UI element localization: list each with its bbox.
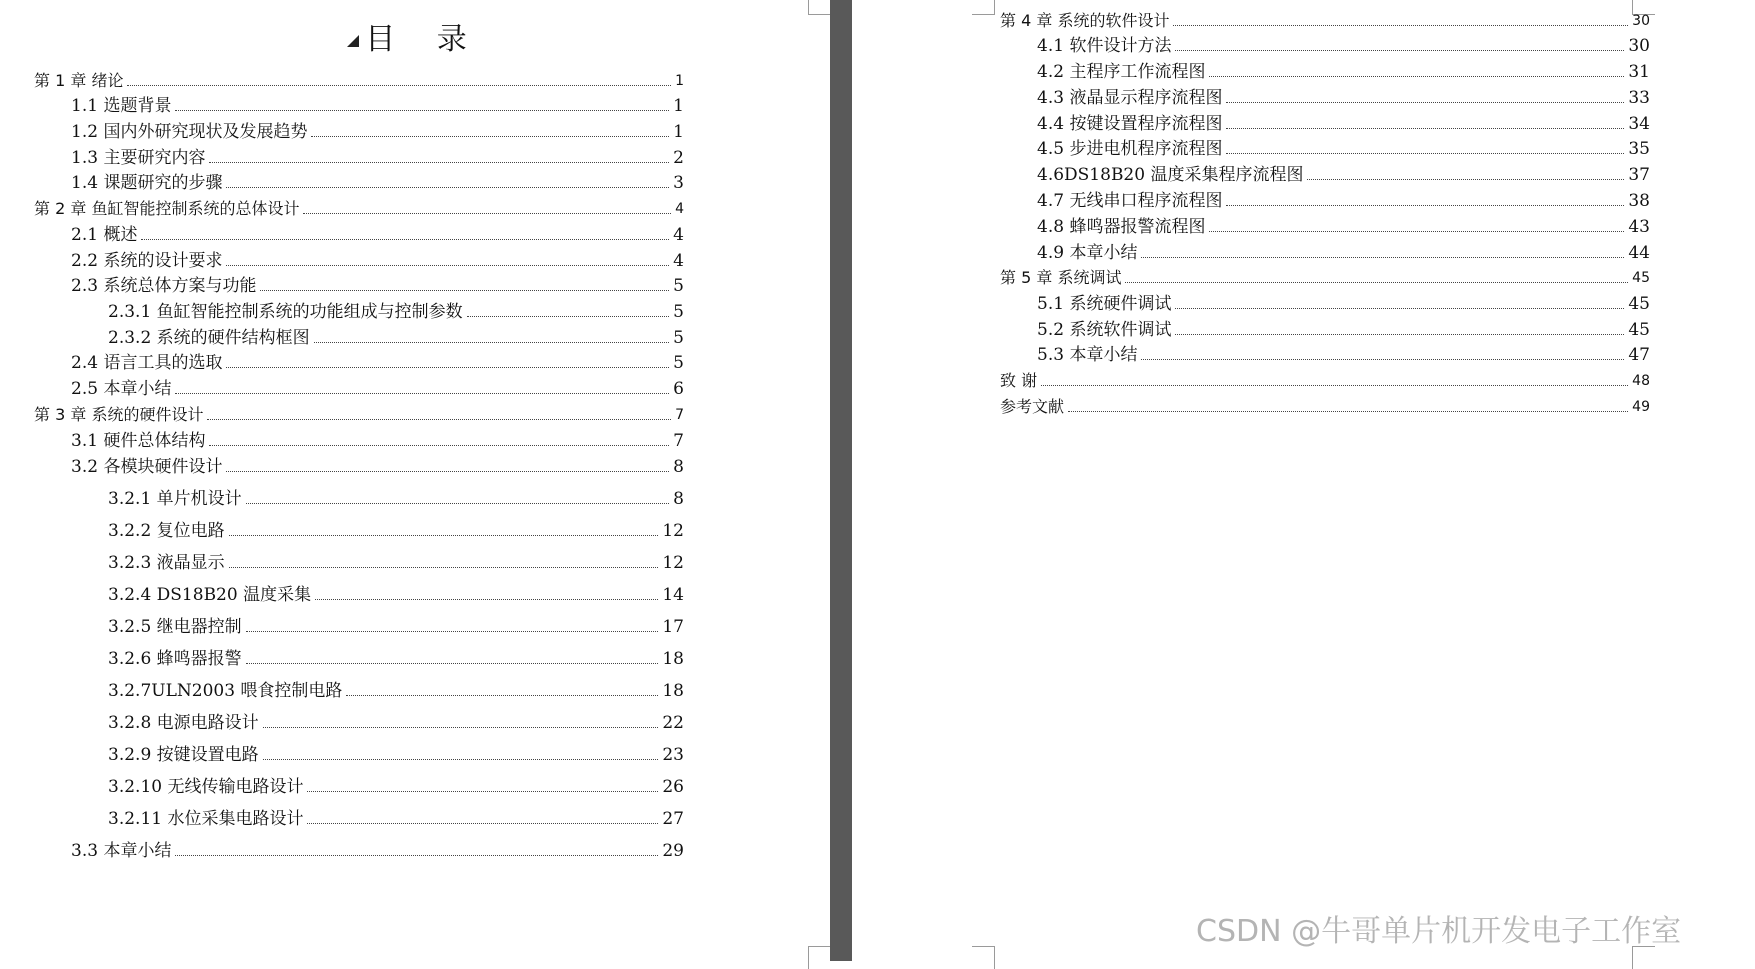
toc-page-number: 5 bbox=[673, 353, 684, 373]
toc-entry-label: 1.4 课题研究的步骤 bbox=[71, 173, 223, 193]
toc-entry[interactable] bbox=[1000, 6, 1650, 32]
dot-leader bbox=[1141, 359, 1624, 360]
toc-entry[interactable] bbox=[34, 91, 684, 117]
toc-entry[interactable] bbox=[1000, 31, 1650, 57]
toc-entry[interactable] bbox=[1000, 160, 1650, 186]
dot-leader bbox=[467, 316, 670, 317]
toc-page-number: 18 bbox=[662, 681, 684, 701]
toc-entry-label: 1.2 国内外研究现状及发展趋势 bbox=[71, 122, 308, 142]
toc-entry[interactable] bbox=[34, 612, 684, 638]
toc-page-number: 8 bbox=[673, 489, 684, 509]
toc-entry-label: 第 4 章 系统的软件设计 bbox=[1000, 11, 1170, 30]
dot-leader bbox=[246, 631, 659, 632]
toc-page-number: 12 bbox=[662, 553, 684, 573]
dot-leader bbox=[175, 393, 669, 394]
toc-entry-label: 5.3 本章小结 bbox=[1037, 345, 1138, 365]
toc-entry-label: 第 3 章 系统的硬件设计 bbox=[34, 405, 204, 424]
dot-leader bbox=[263, 759, 659, 760]
dot-leader bbox=[1125, 282, 1628, 283]
toc-page-number: 49 bbox=[1632, 399, 1650, 415]
dot-leader bbox=[226, 187, 669, 188]
page-corner-mark bbox=[808, 946, 831, 969]
toc-entry-label: 2.3.1 鱼缸智能控制系统的功能组成与控制参数 bbox=[108, 302, 463, 322]
dot-leader bbox=[311, 136, 669, 137]
dot-leader bbox=[1068, 411, 1628, 412]
dot-leader bbox=[1209, 231, 1624, 232]
toc-entry[interactable] bbox=[34, 580, 684, 606]
toc-page-number: 1 bbox=[675, 73, 684, 89]
toc-entry-label: 3.3 本章小结 bbox=[71, 841, 172, 861]
toc-entry[interactable] bbox=[34, 708, 684, 734]
dot-leader bbox=[260, 290, 669, 291]
dot-leader bbox=[303, 213, 671, 214]
toc-entry[interactable] bbox=[34, 676, 684, 702]
toc-entry[interactable] bbox=[1000, 134, 1650, 160]
toc-entry[interactable] bbox=[34, 644, 684, 670]
toc-page-number: 45 bbox=[1632, 270, 1650, 286]
toc-page-number: 27 bbox=[662, 809, 684, 829]
toc-entry-label: 4.7 无线串口程序流程图 bbox=[1037, 191, 1223, 211]
toc-page-number: 5 bbox=[673, 328, 684, 348]
toc-page-number: 30 bbox=[1632, 13, 1650, 29]
dot-leader bbox=[1173, 25, 1628, 26]
toc-page-number: 14 bbox=[662, 585, 684, 605]
toc-page-number: 34 bbox=[1628, 114, 1650, 134]
toc-entry-label: 2.1 概述 bbox=[71, 225, 138, 245]
toc-entry[interactable] bbox=[34, 516, 684, 542]
dot-leader bbox=[346, 695, 658, 696]
toc-entry[interactable] bbox=[34, 804, 684, 830]
toc-entry[interactable] bbox=[34, 400, 684, 426]
page-corner-mark bbox=[808, 0, 831, 15]
dot-leader bbox=[229, 535, 659, 536]
toc-entry-label: 2.5 本章小结 bbox=[71, 379, 172, 399]
toc-entry-label: 1.3 主要研究内容 bbox=[71, 148, 206, 168]
toc-entry-label: 4.8 蜂鸣器报警流程图 bbox=[1037, 217, 1206, 237]
dot-leader bbox=[226, 265, 669, 266]
toc-entry[interactable] bbox=[34, 426, 684, 452]
dot-leader bbox=[127, 85, 671, 86]
dot-leader bbox=[1209, 76, 1624, 77]
toc-page-number: 6 bbox=[673, 379, 684, 399]
toc-page-number: 7 bbox=[673, 431, 684, 451]
toc-page-number: 1 bbox=[673, 96, 684, 116]
toc-entry-label: 2.2 系统的设计要求 bbox=[71, 251, 223, 271]
toc-page-number: 35 bbox=[1628, 139, 1650, 159]
toc-entry-label: 4.9 本章小结 bbox=[1037, 243, 1138, 263]
toc-page-number: 17 bbox=[662, 617, 684, 637]
toc-entry[interactable] bbox=[34, 740, 684, 766]
toc-entry-label: 参考文献 bbox=[1000, 397, 1065, 416]
toc-page-number: 31 bbox=[1628, 62, 1650, 82]
toc-entry-label: 4.6DS18B20 温度采集程序流程图 bbox=[1037, 165, 1304, 185]
toc-entry[interactable] bbox=[1000, 315, 1650, 341]
toc-entry[interactable] bbox=[34, 836, 684, 862]
dot-leader bbox=[226, 471, 669, 472]
toc-entry-label: 第 2 章 鱼缸智能控制系统的总体设计 bbox=[34, 199, 300, 218]
toc-entry[interactable] bbox=[1000, 57, 1650, 83]
toc-entry-label: 3.2.8 电源电路设计 bbox=[108, 713, 259, 733]
toc-entry[interactable] bbox=[34, 772, 684, 798]
toc-entry-label: 3.2.6 蜂鸣器报警 bbox=[108, 649, 242, 669]
toc-entry[interactable] bbox=[1000, 238, 1650, 264]
toc-entry-label: 第 1 章 绪论 bbox=[34, 71, 124, 90]
toc-entry-label: 3.1 硬件总体结构 bbox=[71, 431, 206, 451]
toc-page-number: 12 bbox=[662, 521, 684, 541]
toc-entry-label: 3.2.11 水位采集电路设计 bbox=[108, 809, 304, 829]
toc-page-number: 48 bbox=[1632, 373, 1650, 389]
toc-entry-label: 3.2 各模块硬件设计 bbox=[71, 457, 223, 477]
toc-entry[interactable] bbox=[34, 117, 684, 143]
triangle-marker-icon bbox=[347, 35, 359, 47]
toc-page-number: 30 bbox=[1628, 36, 1650, 56]
dot-leader bbox=[246, 503, 670, 504]
page-corner-mark bbox=[972, 946, 995, 969]
dot-leader bbox=[207, 419, 671, 420]
toc-entry-label: 3.2.7ULN2003 喂食控制电路 bbox=[108, 681, 343, 701]
toc-entry[interactable] bbox=[34, 348, 684, 374]
toc-entry[interactable] bbox=[1000, 289, 1650, 315]
dot-leader bbox=[246, 663, 659, 664]
dot-leader bbox=[175, 110, 669, 111]
toc-entry-label: 3.2.5 继电器控制 bbox=[108, 617, 242, 637]
toc-page-number: 5 bbox=[673, 276, 684, 296]
toc-entry-label: 3.2.3 液晶显示 bbox=[108, 553, 225, 573]
toc-page-number: 33 bbox=[1628, 88, 1650, 108]
dot-leader bbox=[1307, 179, 1624, 180]
toc-entry-label: 第 5 章 系统调试 bbox=[1000, 268, 1122, 287]
toc-page-number: 7 bbox=[675, 407, 684, 423]
toc-entry-label: 5.2 系统软件调试 bbox=[1037, 320, 1172, 340]
toc-page-number: 47 bbox=[1628, 345, 1650, 365]
toc-page-number: 26 bbox=[662, 777, 684, 797]
dot-leader bbox=[1041, 385, 1628, 386]
toc-page-number: 22 bbox=[662, 713, 684, 733]
dot-leader bbox=[1141, 257, 1624, 258]
toc-entry[interactable] bbox=[34, 220, 684, 246]
toc-entry-label: 1.1 选题背景 bbox=[71, 96, 172, 116]
dot-leader bbox=[209, 445, 669, 446]
toc-entry[interactable] bbox=[1000, 212, 1650, 238]
toc-entry[interactable] bbox=[1000, 186, 1650, 212]
dot-leader bbox=[1226, 102, 1624, 103]
toc-entry-label: 3.2.2 复位电路 bbox=[108, 521, 225, 541]
dot-leader bbox=[141, 239, 669, 240]
page-corner-mark bbox=[972, 0, 995, 15]
toc-entry[interactable] bbox=[34, 548, 684, 574]
toc-entry-label: 5.1 系统硬件调试 bbox=[1037, 294, 1172, 314]
dot-leader bbox=[1226, 205, 1624, 206]
dot-leader bbox=[263, 727, 659, 728]
toc-page-number: 45 bbox=[1628, 320, 1650, 340]
dot-leader bbox=[1226, 153, 1624, 154]
toc-entry-label: 4.2 主程序工作流程图 bbox=[1037, 62, 1206, 82]
toc-page-number: 18 bbox=[662, 649, 684, 669]
toc-entry[interactable] bbox=[34, 194, 684, 220]
toc-page-number: 23 bbox=[662, 745, 684, 765]
toc-page-number: 2 bbox=[673, 148, 684, 168]
toc-entry-label: 2.3.2 系统的硬件结构框图 bbox=[108, 328, 310, 348]
toc-page-number: 4 bbox=[675, 201, 684, 217]
toc-page-number: 37 bbox=[1628, 165, 1650, 185]
toc-entry[interactable] bbox=[1000, 366, 1650, 392]
dot-leader bbox=[209, 162, 669, 163]
toc-entry[interactable] bbox=[1000, 83, 1650, 109]
toc-page-number: 38 bbox=[1628, 191, 1650, 211]
dot-leader bbox=[1175, 308, 1624, 309]
toc-page-number: 5 bbox=[673, 302, 684, 322]
toc-title: 目 录 bbox=[0, 14, 830, 58]
dot-leader bbox=[1175, 50, 1624, 51]
dot-leader bbox=[315, 599, 658, 600]
toc-entry-label: 3.2.10 无线传输电路设计 bbox=[108, 777, 304, 797]
toc-entry[interactable] bbox=[34, 168, 684, 194]
toc-page-number: 45 bbox=[1628, 294, 1650, 314]
toc-entry[interactable] bbox=[34, 323, 684, 349]
toc-entry[interactable] bbox=[1000, 109, 1650, 135]
toc-page-number: 29 bbox=[662, 841, 684, 861]
toc-page-number: 1 bbox=[673, 122, 684, 142]
toc-page-number: 8 bbox=[673, 457, 684, 477]
toc-entry-label: 致 谢 bbox=[1000, 371, 1038, 390]
toc-entry-label: 4.4 按键设置程序流程图 bbox=[1037, 114, 1223, 134]
toc-entry-label: 4.3 液晶显示程序流程图 bbox=[1037, 88, 1223, 108]
toc-page-number: 44 bbox=[1628, 243, 1650, 263]
dot-leader bbox=[314, 342, 670, 343]
toc-entry[interactable] bbox=[1000, 263, 1650, 289]
dot-leader bbox=[175, 855, 658, 856]
toc-entry[interactable] bbox=[34, 246, 684, 272]
dot-leader bbox=[1226, 128, 1624, 129]
toc-entry[interactable] bbox=[34, 484, 684, 510]
toc-entry-label: 4.5 步进电机程序流程图 bbox=[1037, 139, 1223, 159]
toc-entry-label: 2.4 语言工具的选取 bbox=[71, 353, 223, 373]
toc-entry-label: 3.2.1 单片机设计 bbox=[108, 489, 242, 509]
toc-entry[interactable] bbox=[34, 452, 684, 478]
dot-leader bbox=[226, 367, 669, 368]
toc-entry[interactable] bbox=[34, 66, 684, 92]
toc-entry[interactable] bbox=[34, 271, 684, 297]
watermark: CSDN @牛哥单片机开发电子工作室 bbox=[1196, 914, 1682, 949]
toc-entry[interactable] bbox=[1000, 392, 1650, 418]
toc-entry-label: 3.2.9 按键设置电路 bbox=[108, 745, 259, 765]
toc-page-number: 43 bbox=[1628, 217, 1650, 237]
left-page bbox=[0, 0, 830, 961]
toc-entry[interactable] bbox=[1000, 340, 1650, 366]
toc-page-number: 4 bbox=[673, 251, 684, 271]
dot-leader bbox=[307, 791, 658, 792]
toc-entry-label: 2.3 系统总体方案与功能 bbox=[71, 276, 257, 296]
toc-page-number: 3 bbox=[673, 173, 684, 193]
page-gutter bbox=[830, 0, 852, 961]
toc-entry[interactable] bbox=[34, 143, 684, 169]
dot-leader bbox=[229, 567, 659, 568]
toc-entry-label: 3.2.4 DS18B20 温度采集 bbox=[108, 585, 312, 605]
toc-page-number: 4 bbox=[673, 225, 684, 245]
toc-entry-label: 4.1 软件设计方法 bbox=[1037, 36, 1172, 56]
toc-entry[interactable] bbox=[34, 297, 684, 323]
dot-leader bbox=[307, 823, 658, 824]
dot-leader bbox=[1175, 334, 1624, 335]
toc-entry[interactable] bbox=[34, 374, 684, 400]
